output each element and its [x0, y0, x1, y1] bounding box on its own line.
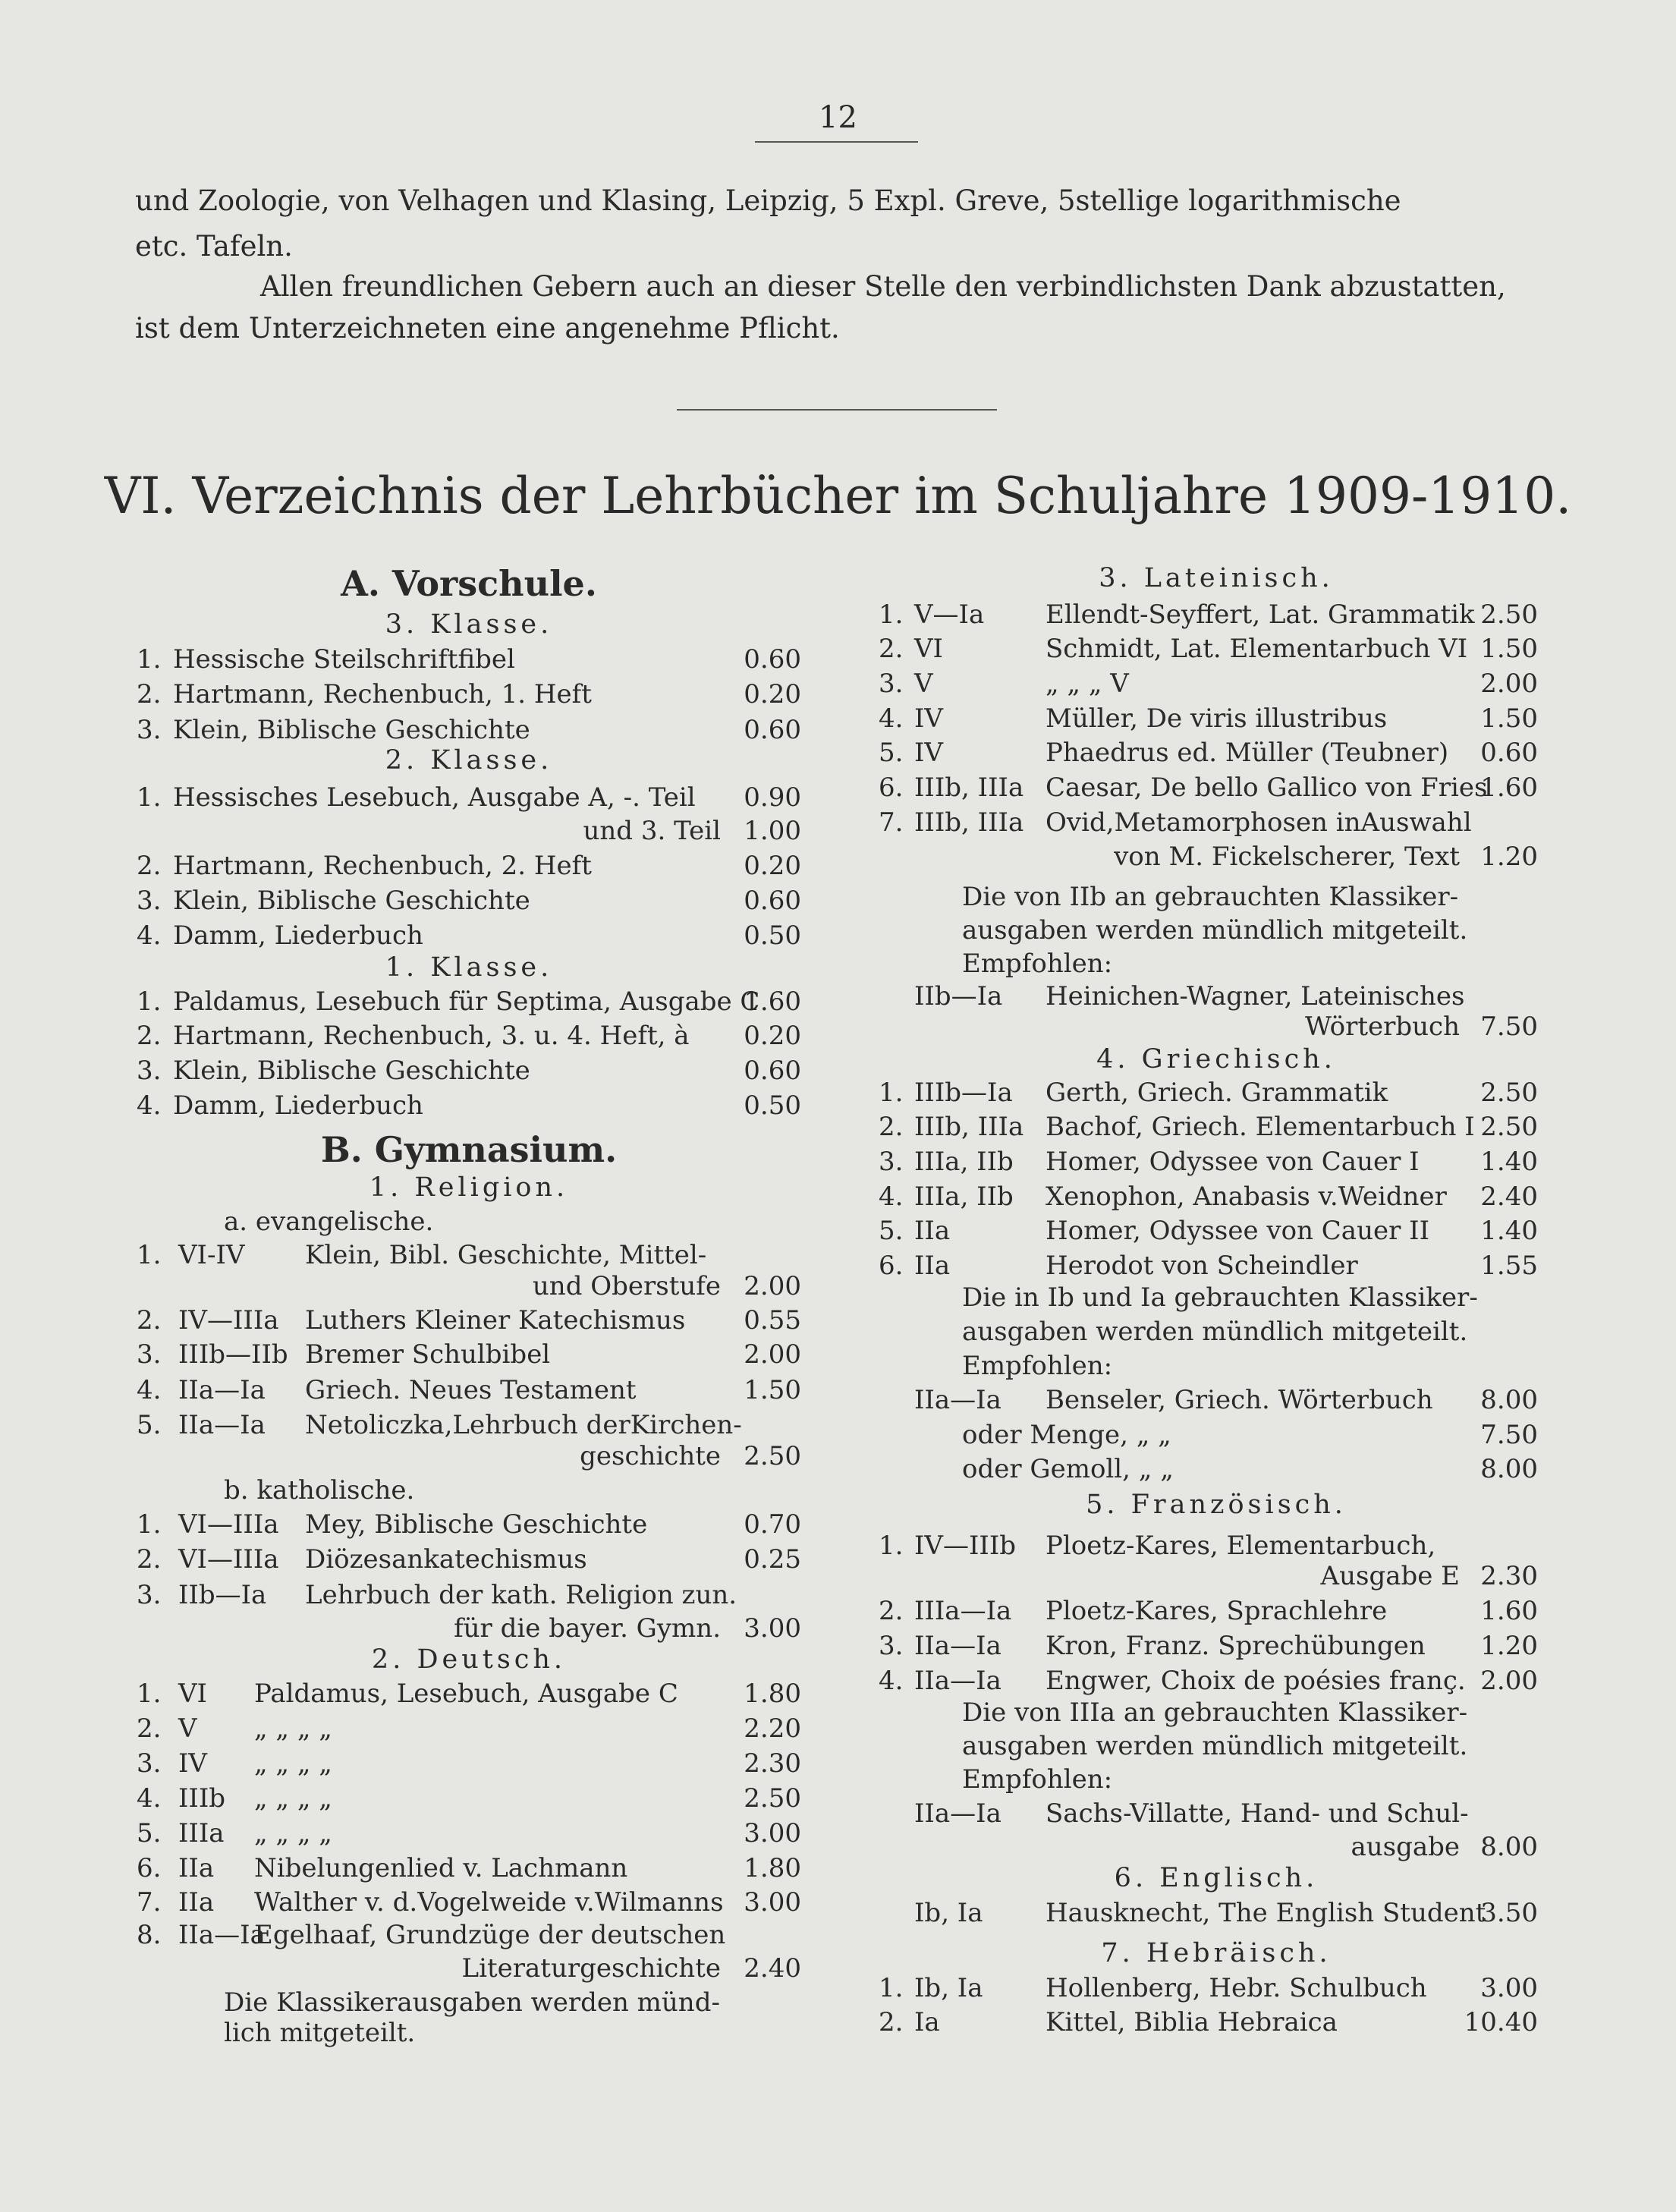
- entry-class: IIIb: [178, 1783, 226, 1814]
- entry-price: 0.50: [744, 1090, 801, 1121]
- entry-row: [0, 1418, 1676, 1452]
- entry-class: V: [914, 669, 933, 699]
- entry-number: 7.: [879, 807, 904, 838]
- entry-row: [0, 1214, 1676, 1248]
- entry-number: 2.: [137, 1305, 162, 1336]
- entry-price: 2.50: [1480, 1078, 1538, 1108]
- entry-price: 1.00: [744, 816, 801, 846]
- entry-price: 3.00: [1480, 1973, 1538, 2003]
- entry-row: [0, 840, 1676, 873]
- entry-class: Ib, Ia: [914, 1898, 983, 1928]
- entry-number: 3.: [137, 1748, 162, 1779]
- entry-number: 4.: [879, 1666, 904, 1696]
- entry-price: 0.60: [744, 715, 801, 745]
- entry-title: Ploetz-Kares, Sprachlehre: [1046, 1596, 1388, 1626]
- entry-price: 0.90: [744, 782, 801, 813]
- entry-class: IIa—Ia: [914, 1666, 1002, 1696]
- entry-title: Klein, Bibl. Geschichte, Mittel-: [305, 1240, 707, 1270]
- entry-title: Benseler, Griech. Wörterbuch: [1046, 1385, 1433, 1415]
- intro-line: ist dem Unterzeichneten eine angenehme Pflicht.: [135, 312, 840, 345]
- entry-price: 8.00: [1480, 1454, 1538, 1484]
- entry-row: [0, 736, 1676, 769]
- subsection-heading: 1. Klasse.: [385, 952, 553, 983]
- entry-price: 8.00: [1480, 1385, 1538, 1415]
- entry-title: Diözesankatechismus: [305, 1544, 587, 1575]
- entry-row: [0, 1529, 1676, 1562]
- entry-title: Walther v. d.Vogelweide v.Wilmanns: [254, 1887, 724, 1918]
- entry-number: 2.: [879, 1596, 904, 1626]
- note-line: Die Klassikerausgaben werden münd-: [224, 1987, 720, 2018]
- entry-price: 2.00: [744, 1339, 801, 1370]
- entry-title: und Oberstufe: [532, 1271, 721, 1301]
- entry-class: IIa—Ia: [178, 1920, 266, 1950]
- entry-class: IIIb—Ia: [914, 1078, 1013, 1108]
- entry-title: Mey, Biblische Geschichte: [305, 1509, 648, 1540]
- entry-price: 3.50: [1480, 1898, 1538, 1928]
- entry-number: 2.: [137, 1021, 162, 1051]
- entry-number: 5.: [137, 1818, 162, 1849]
- entry-price: 0.60: [1480, 738, 1538, 768]
- note-line: Die von IIb an gebrauchten Klassiker-: [962, 882, 1459, 912]
- entry-class: IV: [914, 703, 943, 734]
- entry-price: 2.50: [744, 1783, 801, 1814]
- entry-number: 1.: [879, 1973, 904, 2003]
- entry-price: 2.50: [1480, 1112, 1538, 1142]
- entry-price: 1.40: [1480, 1147, 1538, 1177]
- entry-number: 4.: [137, 1783, 162, 1814]
- intro-line: und Zoologie, von Velhagen und Klasing, Leipzig, 5 Expl. Greve, 5stellige logarithmische: [135, 184, 1401, 217]
- entry-price: 1.80: [744, 1853, 801, 1883]
- entry-title: Luthers Kleiner Katechismus: [305, 1305, 686, 1336]
- section-divider: [677, 409, 997, 411]
- entry-title: Kittel, Biblia Hebraica: [1046, 2007, 1338, 2037]
- note-line: Empfohlen:: [962, 949, 1113, 979]
- entry-class: IIIb, IIIa: [914, 807, 1024, 838]
- entry-price: 3.00: [744, 1613, 801, 1644]
- entry-row: [0, 806, 1676, 839]
- intro-line: etc. Tafeln.: [135, 230, 293, 263]
- entry-number: 6.: [879, 1251, 904, 1281]
- entry-row: [0, 1076, 1676, 1109]
- entry-title: Paldamus, Lesebuch für Septima, Ausgabe C: [173, 986, 760, 1017]
- entry-title: „ „ „ „: [254, 1713, 332, 1744]
- entry-price: 2.50: [1480, 599, 1538, 630]
- entry-title: Herodot von Scheindler: [1046, 1251, 1358, 1281]
- subsection-heading: 5. Französisch.: [1086, 1490, 1347, 1520]
- entry-class: IIb—Ia: [178, 1580, 267, 1610]
- entry-title: Ovid,Metamorphosen inAuswahl: [1046, 807, 1472, 838]
- entry-title: Klein, Biblische Geschichte: [173, 715, 530, 745]
- entry-title: von M. Fickelscherer, Text: [1114, 842, 1460, 872]
- entry-number: 1.: [137, 1679, 162, 1709]
- entry-row: [0, 1249, 1676, 1282]
- note-line: Die in Ib und Ia gebrauchten Klassiker-: [962, 1282, 1478, 1313]
- page-number: 12: [819, 100, 857, 135]
- entry-number: 3.: [879, 1147, 904, 1177]
- entry-title: Klein, Biblische Geschichte: [173, 886, 530, 916]
- page-number-rule: [755, 141, 918, 143]
- entry-title: Hessisches Lesebuch, Ausgabe A, -. Teil: [173, 782, 696, 813]
- entry-title: Sachs-Villatte, Hand- und Schul-: [1046, 1798, 1469, 1829]
- entry-class: IIIb, IIIa: [914, 772, 1024, 803]
- entry-class: V—Ia: [914, 599, 985, 630]
- entry-class: IIa: [178, 1853, 215, 1883]
- entry-class: IV: [178, 1748, 207, 1779]
- entry-price: 1.50: [1480, 634, 1538, 664]
- entry-price: 0.20: [744, 851, 801, 881]
- entry-price: 2.50: [744, 1441, 801, 1471]
- entry-class: IIa—Ia: [178, 1375, 266, 1405]
- section-heading-vorschule: A. Vorschule.: [341, 563, 597, 604]
- entry-price: 0.20: [744, 679, 801, 710]
- subsection-heading: 1. Religion.: [369, 1172, 569, 1203]
- note-line: Empfohlen:: [962, 1764, 1113, 1795]
- entry-number: 2.: [137, 1713, 162, 1744]
- entry-title: Klein, Biblische Geschichte: [173, 1056, 530, 1086]
- entry-number: 3.: [137, 1580, 162, 1610]
- entry-class: VI-IV: [178, 1240, 245, 1270]
- entry-number: 4.: [879, 703, 904, 734]
- entry-price: 3.00: [744, 1887, 801, 1918]
- entry-row: [0, 1797, 1676, 1830]
- entry-class: IIIa, IIb: [914, 1147, 1014, 1177]
- subsection-heading: 3. Klasse.: [385, 609, 553, 640]
- entry-price: 0.25: [744, 1544, 801, 1575]
- entry-price: 10.40: [1464, 2007, 1538, 2037]
- entry-price: 7.50: [1480, 1420, 1538, 1450]
- note-line: ausgaben werden mündlich mitgeteilt.: [962, 1317, 1468, 1347]
- entry-price: 1.20: [1480, 1631, 1538, 1661]
- entry-number: 4.: [879, 1182, 904, 1212]
- entry-price: 0.70: [744, 1509, 801, 1540]
- entry-price: 1.20: [1480, 842, 1538, 872]
- entry-row: [0, 1971, 1676, 2005]
- entry-row: [0, 702, 1676, 735]
- entry-title: Ausgabe E: [1320, 1561, 1460, 1591]
- entry-title: Gerth, Griech. Grammatik: [1046, 1078, 1388, 1108]
- entry-class: IIa—Ia: [914, 1798, 1002, 1829]
- entry-class: IIIb—IIb: [178, 1339, 288, 1370]
- entry-class: VI—IIIa: [178, 1544, 279, 1575]
- entry-class: Ib, Ia: [914, 1973, 983, 2003]
- confession-heading: a. evangelische.: [224, 1207, 434, 1237]
- entry-class: IIIa, IIb: [914, 1182, 1014, 1212]
- entry-title: Hausknecht, The English Student: [1046, 1898, 1486, 1928]
- entry-price: 2.30: [744, 1748, 801, 1779]
- entry-number: 1.: [879, 599, 904, 630]
- entry-price: 2.20: [744, 1713, 801, 1744]
- entry-number: 2.: [879, 1112, 904, 1142]
- entry-row: [0, 1896, 1676, 1930]
- entry-title: Heinichen-Wagner, Lateinisches: [1046, 981, 1465, 1012]
- subsection-heading: 4. Griechisch.: [1096, 1044, 1336, 1075]
- entry-price: 0.60: [744, 644, 801, 675]
- entry-price: 7.50: [1480, 1012, 1538, 1042]
- note-line: Empfohlen:: [962, 1351, 1113, 1381]
- entry-title: „ „ „ „: [254, 1783, 332, 1814]
- entry-class: IIIb, IIIa: [914, 1112, 1024, 1142]
- entry-class: IIa—Ia: [914, 1631, 1002, 1661]
- entry-row: [0, 2006, 1676, 2039]
- entry-number: 1.: [137, 986, 162, 1017]
- entry-class: VI: [914, 634, 943, 664]
- entry-title: ausgabe: [1351, 1832, 1460, 1862]
- entry-number: 1.: [137, 644, 162, 675]
- entry-title: Kron, Franz. Sprechübungen: [1046, 1631, 1426, 1661]
- entry-price: 1.50: [744, 1375, 801, 1405]
- entry-title: Ploetz-Kares, Elementarbuch,: [1046, 1531, 1436, 1561]
- entry-title: Damm, Liederbuch: [173, 920, 423, 951]
- subsection-heading: 6. Englisch.: [1114, 1863, 1319, 1893]
- entry-row: [0, 1180, 1676, 1213]
- entry-class: IIb—Ia: [914, 981, 1003, 1012]
- entry-price: 1.60: [1480, 1596, 1538, 1626]
- entry-title: Literaturgeschichte: [461, 1953, 721, 1984]
- entry-price: 1.40: [1480, 1216, 1538, 1246]
- entry-row: [0, 1010, 1676, 1043]
- entry-title: für die bayer. Gymn.: [454, 1613, 721, 1644]
- entry-title: Engwer, Choix de poésies franç.: [1046, 1666, 1466, 1696]
- entry-number: 4.: [137, 1375, 162, 1405]
- entry-class: IIa—Ia: [178, 1410, 266, 1440]
- entry-title: Hartmann, Rechenbuch, 3. u. 4. Heft, à: [173, 1021, 690, 1051]
- entry-title: Caesar, De bello Gallico von Fries: [1046, 772, 1488, 803]
- entry-class: Ia: [914, 2007, 940, 2037]
- entry-title: „ „ „ „: [254, 1818, 332, 1849]
- entry-number: 5.: [879, 738, 904, 768]
- entry-class: VI: [178, 1679, 207, 1709]
- subsection-heading: 2. Deutsch.: [371, 1644, 567, 1675]
- entry-row: [0, 1383, 1676, 1417]
- entry-price: 2.00: [1480, 1666, 1538, 1696]
- entry-title: Homer, Odyssee von Cauer II: [1046, 1216, 1430, 1246]
- entry-number: 1.: [137, 1509, 162, 1540]
- entry-number: 2.: [879, 2007, 904, 2037]
- entry-row: [0, 1830, 1676, 1864]
- entry-class: IV—IIIb: [914, 1531, 1017, 1561]
- entry-number: 1.: [879, 1078, 904, 1108]
- entry-number: 8.: [137, 1920, 162, 1950]
- entry-row: [0, 667, 1676, 700]
- entry-title: Hollenberg, Hebr. Schulbuch: [1046, 1973, 1427, 2003]
- entry-title: oder Gemoll, „ „: [962, 1454, 1174, 1484]
- entry-number: 2.: [137, 851, 162, 881]
- entry-number: 5.: [137, 1410, 162, 1440]
- entry-price: 0.50: [744, 920, 801, 951]
- entry-row: [0, 771, 1676, 804]
- entry-price: 2.40: [744, 1953, 801, 1984]
- entry-price: 0.60: [744, 1056, 801, 1086]
- entry-price: 0.55: [744, 1305, 801, 1336]
- entry-row: [0, 980, 1676, 1013]
- entry-number: 3.: [137, 1056, 162, 1086]
- entry-price: 0.20: [744, 1021, 801, 1051]
- entry-number: 1.: [137, 1240, 162, 1270]
- entry-title: Hartmann, Rechenbuch, 2. Heft: [173, 851, 592, 881]
- entry-class: IIIa—Ia: [914, 1596, 1012, 1626]
- entry-class: IIa—Ia: [914, 1385, 1002, 1415]
- subsection-heading: 7. Hebräisch.: [1101, 1938, 1332, 1968]
- entry-row: [0, 598, 1676, 631]
- entry-title: Homer, Odyssee von Cauer I: [1046, 1147, 1420, 1177]
- entry-number: 3.: [879, 669, 904, 699]
- entry-price: 2.00: [1480, 669, 1538, 699]
- entry-title: Schmidt, Lat. Elementarbuch VI: [1046, 634, 1468, 664]
- entry-class: V: [178, 1713, 197, 1744]
- entry-row: [0, 1110, 1676, 1144]
- entry-row: [0, 1559, 1676, 1593]
- entry-title: Müller, De viris illustribus: [1046, 703, 1388, 734]
- entry-title: Xenophon, Anabasis v.Weidner: [1046, 1182, 1447, 1212]
- entry-row: [0, 1594, 1676, 1628]
- entry-price: 3.00: [744, 1818, 801, 1849]
- entry-number: 6.: [879, 772, 904, 803]
- subsection-heading: 3. Lateinisch.: [1099, 563, 1334, 593]
- entry-title: Nibelungenlied v. Lachmann: [254, 1853, 628, 1883]
- entry-price: 2.00: [744, 1271, 801, 1301]
- entry-number: 4.: [137, 920, 162, 951]
- entry-row: [0, 1145, 1676, 1178]
- entry-title: Phaedrus ed. Müller (Teubner): [1046, 738, 1449, 768]
- entry-title: Lehrbuch der kath. Religion zun.: [305, 1580, 737, 1610]
- confession-heading: b. katholische.: [224, 1475, 415, 1506]
- entry-title: Hessische Steilschriftfibel: [173, 644, 515, 675]
- entry-price: 2.40: [1480, 1182, 1538, 1212]
- section-heading-gymnasium: B. Gymnasium.: [320, 1129, 618, 1170]
- entry-title: und 3. Teil: [583, 816, 721, 846]
- entry-title: geschichte: [580, 1441, 721, 1471]
- note-line: lich mitgeteilt.: [224, 2018, 416, 2048]
- entry-title: Bachof, Griech. Elementarbuch I: [1046, 1112, 1475, 1142]
- subsection-heading: 2. Klasse.: [385, 745, 553, 776]
- entry-row: [0, 1452, 1676, 1486]
- note-line: Die von IIIa an gebrauchten Klassiker-: [962, 1698, 1468, 1728]
- entry-price: 1.55: [1480, 1251, 1538, 1281]
- entry-title: Netoliczka,Lehrbuch derKirchen-: [305, 1410, 742, 1440]
- entry-class: IIa: [178, 1887, 215, 1918]
- entry-price: 2.30: [1480, 1561, 1538, 1591]
- entry-price: 1.60: [1480, 772, 1538, 803]
- entry-title: Damm, Liederbuch: [173, 1090, 423, 1121]
- entry-number: 2.: [879, 634, 904, 664]
- entry-title: Ellendt-Seyffert, Lat. Grammatik: [1046, 599, 1475, 630]
- entry-class: IV—IIIa: [178, 1305, 279, 1336]
- entry-price: 8.00: [1480, 1832, 1538, 1862]
- note-line: ausgaben werden mündlich mitgeteilt.: [962, 1731, 1468, 1761]
- entry-number: 3.: [879, 1631, 904, 1661]
- intro-line: Allen freundlichen Gebern auch an dieser Stelle den verbindlichsten Dank abzustatten,: [260, 270, 1506, 303]
- entry-class: VI—IIIa: [178, 1509, 279, 1540]
- entry-number: 1.: [879, 1531, 904, 1561]
- entry-number: 2.: [137, 679, 162, 710]
- entry-number: 4.: [137, 1090, 162, 1121]
- entry-title: Hartmann, Rechenbuch, 1. Heft: [173, 679, 592, 710]
- entry-number: 3.: [137, 886, 162, 916]
- entry-number: 3.: [137, 715, 162, 745]
- entry-number: 2.: [137, 1544, 162, 1575]
- entry-class: IV: [914, 738, 943, 768]
- entry-price: 0.60: [744, 886, 801, 916]
- entry-number: 5.: [879, 1216, 904, 1246]
- note-line: ausgaben werden mündlich mitgeteilt.: [962, 915, 1468, 946]
- entry-class: IIa: [914, 1216, 951, 1246]
- entry-number: 7.: [137, 1887, 162, 1918]
- entry-number: 6.: [137, 1853, 162, 1883]
- entry-row: [0, 632, 1676, 665]
- entry-number: 1.: [137, 782, 162, 813]
- entry-title: „ „ „ V: [1046, 669, 1129, 699]
- entry-title: Wörterbuch: [1305, 1012, 1460, 1042]
- entry-class: IIa: [914, 1251, 951, 1281]
- entry-row: [0, 1629, 1676, 1663]
- entry-number: 3.: [137, 1339, 162, 1370]
- entry-title: Egelhaaf, Grundzüge der deutschen: [254, 1920, 726, 1950]
- entry-price: 1.60: [744, 986, 801, 1017]
- entry-title: Paldamus, Lesebuch, Ausgabe C: [254, 1679, 678, 1709]
- entry-title: Bremer Schulbibel: [305, 1339, 551, 1370]
- entry-price: 1.80: [744, 1679, 801, 1709]
- entry-title: Griech. Neues Testament: [305, 1375, 637, 1405]
- entry-title: „ „ „ „: [254, 1748, 332, 1779]
- entry-class: IIIa: [178, 1818, 225, 1849]
- page-title: VI. Verzeichnis der Lehrbücher im Schuljahre 1909-1910.: [104, 467, 1572, 525]
- entry-price: 1.50: [1480, 703, 1538, 734]
- entry-row: [0, 1664, 1676, 1698]
- entry-title: oder Menge, „ „: [962, 1420, 1171, 1450]
